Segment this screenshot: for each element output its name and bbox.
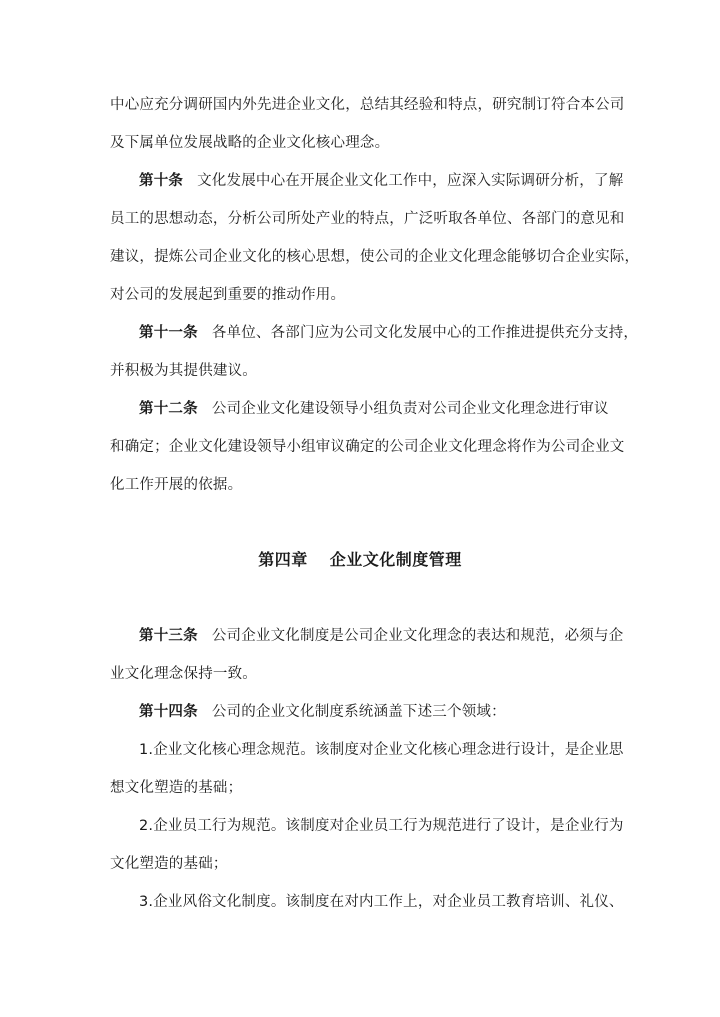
article-label: 第十一条 xyxy=(139,325,198,341)
text-line: 2.企业员工行为规范。该制度对企业员工行为规范进行了设计，是企业行为 xyxy=(139,818,624,834)
chapter-title: 企业文化制度管理 xyxy=(329,550,462,569)
article-12-line xyxy=(0,399,720,419)
article-label: 第十二条 xyxy=(139,401,198,417)
text-line: 对公司的发展起到重要的推动作用。 xyxy=(110,287,346,303)
text-line: 各单位、各部门应为公司文化发展中心的工作推进提供充分支持， xyxy=(211,325,639,341)
text-line: 公司企业文化建设领导小组负责对公司企业文化理念进行审议 xyxy=(211,401,609,417)
chapter-heading xyxy=(0,549,720,571)
paragraph-line xyxy=(0,475,720,495)
text-line: 文化塑造的基础； xyxy=(110,856,228,872)
list-item-1 xyxy=(0,740,720,760)
paragraph-line xyxy=(0,209,720,229)
article-label: 第十条 xyxy=(139,173,184,189)
text-line: 业文化理念保持一致。 xyxy=(110,666,257,682)
article-10-line xyxy=(0,171,720,191)
text-line: 和确定；企业文化建设领导小组审议确定的公司企业文化理念将作为公司企业文 xyxy=(110,439,625,455)
text-line: 1.企业文化核心理念规范。该制度对企业文化核心理念进行设计，是企业思 xyxy=(139,742,624,758)
text-line: 公司企业文化制度是公司企业文化理念的表达和规范，必须与企 xyxy=(211,628,624,644)
paragraph-line xyxy=(0,133,720,153)
text-line: 中心应充分调研国内外先进企业文化，总结其经验和特点，研究制订符合本公司 xyxy=(110,97,625,113)
text-line: 并积极为其提供建议。 xyxy=(110,363,257,379)
text-line: 想文化塑造的基础； xyxy=(110,780,243,796)
list-item-2 xyxy=(0,816,720,836)
text-line: 员工的思想动态，分析公司所处产业的特点，广泛听取各单位、各部门的意见和 xyxy=(110,211,625,227)
text-line: 建议，提炼公司企业文化的核心思想，使公司的企业文化理念能够切合企业实际， xyxy=(110,249,640,265)
paragraph-line xyxy=(0,247,720,267)
paragraph-line xyxy=(0,664,720,684)
article-14-line xyxy=(0,702,720,722)
text-line: 文化发展中心在开展企业文化工作中，应深入实际调研分析，了解 xyxy=(197,173,624,189)
chapter-number: 第四章 xyxy=(258,550,308,569)
paragraph-line xyxy=(0,361,720,381)
paragraph-line xyxy=(0,95,720,115)
article-label: 第十三条 xyxy=(139,628,198,644)
text-line: 3.企业风俗文化制度。该制度在对内工作上，对企业员工教育培训、礼仪、 xyxy=(139,894,624,910)
list-item-3 xyxy=(0,892,720,912)
text-line: 化工作开展的依据。 xyxy=(110,477,243,493)
text-line: 及下属单位发展战略的企业文化核心理念。 xyxy=(110,135,390,151)
paragraph-line xyxy=(0,285,720,305)
paragraph-line xyxy=(0,778,720,798)
paragraph-line xyxy=(0,854,720,874)
paragraph-line xyxy=(0,437,720,457)
article-13-line xyxy=(0,626,720,646)
article-11-line xyxy=(0,323,720,343)
article-label: 第十四条 xyxy=(139,704,198,720)
text-line: 公司的企业文化制度系统涵盖下述三个领域： xyxy=(211,704,506,720)
